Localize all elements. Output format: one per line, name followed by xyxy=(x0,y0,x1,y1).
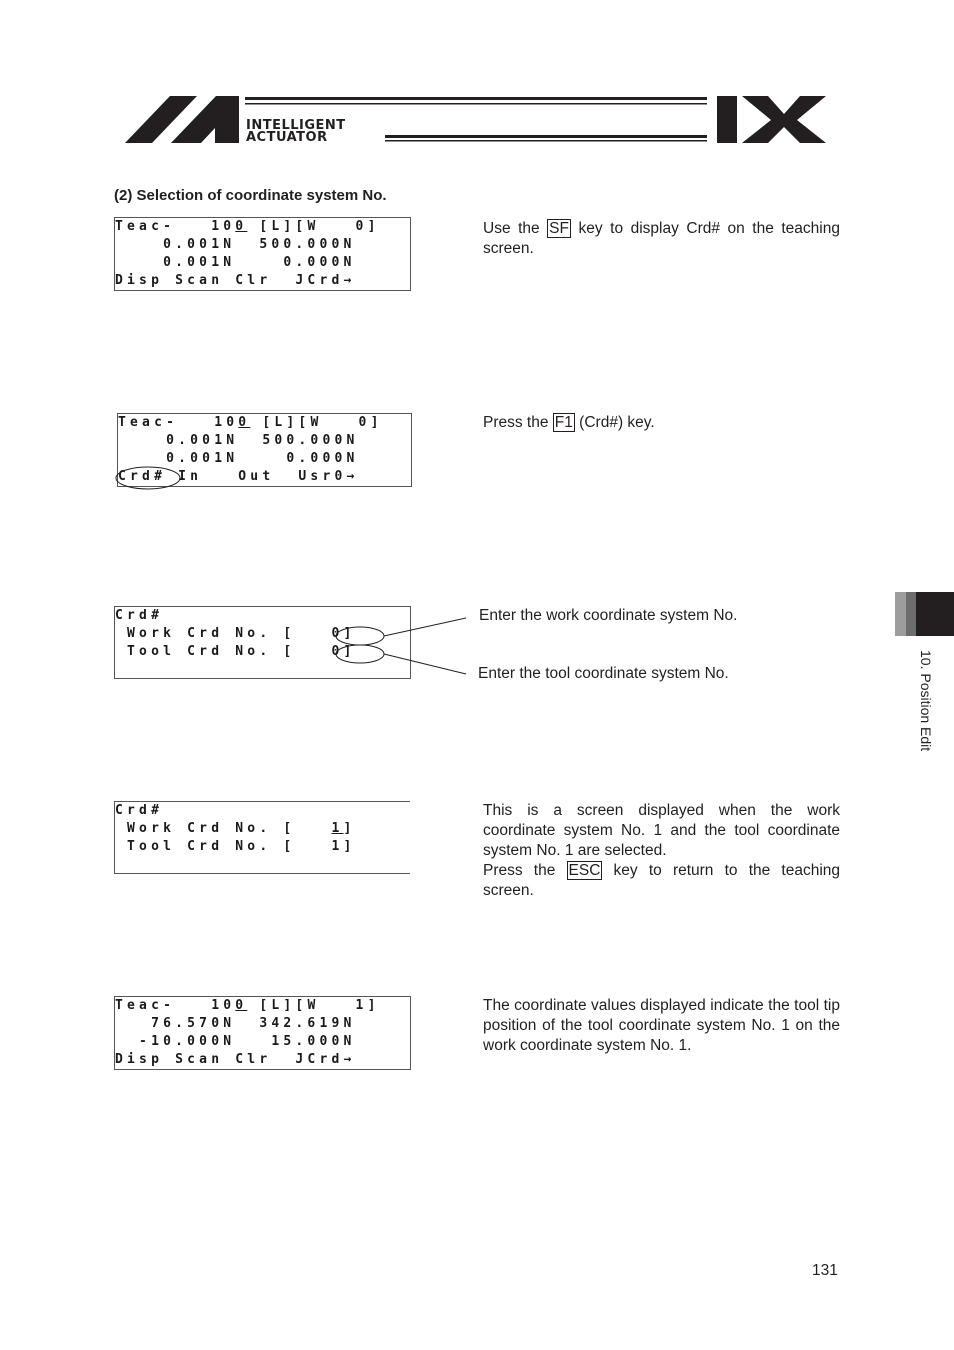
lcd-row: Crd# xyxy=(115,803,164,818)
chapter-tab-marker xyxy=(916,592,954,636)
lcd-row: 0.001N 500.000N xyxy=(118,433,359,448)
callout-lines xyxy=(330,610,470,680)
description-4: The coordinate values displayed indicate the tool tip position of the tool coordinate system No. 1 on the work coordinate system No. 1. xyxy=(483,997,840,1054)
coordinate-screen-2 xyxy=(114,801,410,874)
description-2: Press the F1 (Crd#) key. xyxy=(483,414,655,431)
lcd-row: Disp Scan Clr JCrd→ xyxy=(115,1052,356,1067)
lcd-row: -10.000N 15.000N xyxy=(115,1034,356,1049)
description-1: Use the SF key to display Crd# on the teaching screen. xyxy=(483,220,840,257)
teaching-screen-1 xyxy=(114,217,411,291)
lcd-row: Tool Crd No. [ 1] xyxy=(115,839,356,854)
lcd-row: Teac- 100 [L][W 0] xyxy=(115,219,380,234)
lcd-row: 0.001N 0.000N xyxy=(118,451,359,466)
lcd-row: 0.001N 500.000N xyxy=(115,237,356,252)
sf-key: SF xyxy=(549,220,569,237)
lcd-row: Disp Scan Clr JCrd→ xyxy=(115,273,356,288)
lcd-row: Tool Crd No. [ 0] xyxy=(115,644,356,659)
section-title: (2) Selection of coordinate system No. xyxy=(114,187,387,204)
chapter-tab-marker xyxy=(895,592,906,636)
lcd-row: 76.570N 342.619N xyxy=(115,1016,356,1031)
lcd-row: Crd# In Out Usr0→ xyxy=(118,469,359,484)
chapter-tab-marker xyxy=(906,592,916,636)
f1-key: F1 xyxy=(554,414,573,431)
description-3: This is a screen displayed when the work coordinate system No. 1 and the tool coordinate system No. 1 are selected. Press the ESC key to return to the teaching screen. xyxy=(483,802,841,899)
callout-work: Enter the work coordinate system No. xyxy=(479,607,738,624)
lcd-row: Work Crd No. [ 1] xyxy=(115,821,356,836)
lcd-row: 0.001N 0.000N xyxy=(115,255,356,270)
lcd-row: Crd# xyxy=(115,608,164,623)
brand-name-line1: INTELLIGENT xyxy=(246,118,346,133)
lcd-row: Teac- 100 [L][W 1] xyxy=(115,998,380,1013)
teaching-screen-3 xyxy=(114,996,411,1070)
callout-tool: Enter the tool coordinate system No. xyxy=(478,665,729,682)
crd-highlight-ellipse xyxy=(114,465,184,491)
ia-logo-icon xyxy=(125,92,829,148)
brand-name-line2: ACTUATOR xyxy=(246,130,328,145)
lcd-row: Work Crd No. [ 0] xyxy=(115,626,356,641)
esc-key: ESC xyxy=(568,862,601,879)
lcd-row: Teac- 100 [L][W 0] xyxy=(118,415,383,430)
chapter-label: 10. Position Edit xyxy=(918,650,934,752)
page-number: 131 xyxy=(812,1262,838,1279)
